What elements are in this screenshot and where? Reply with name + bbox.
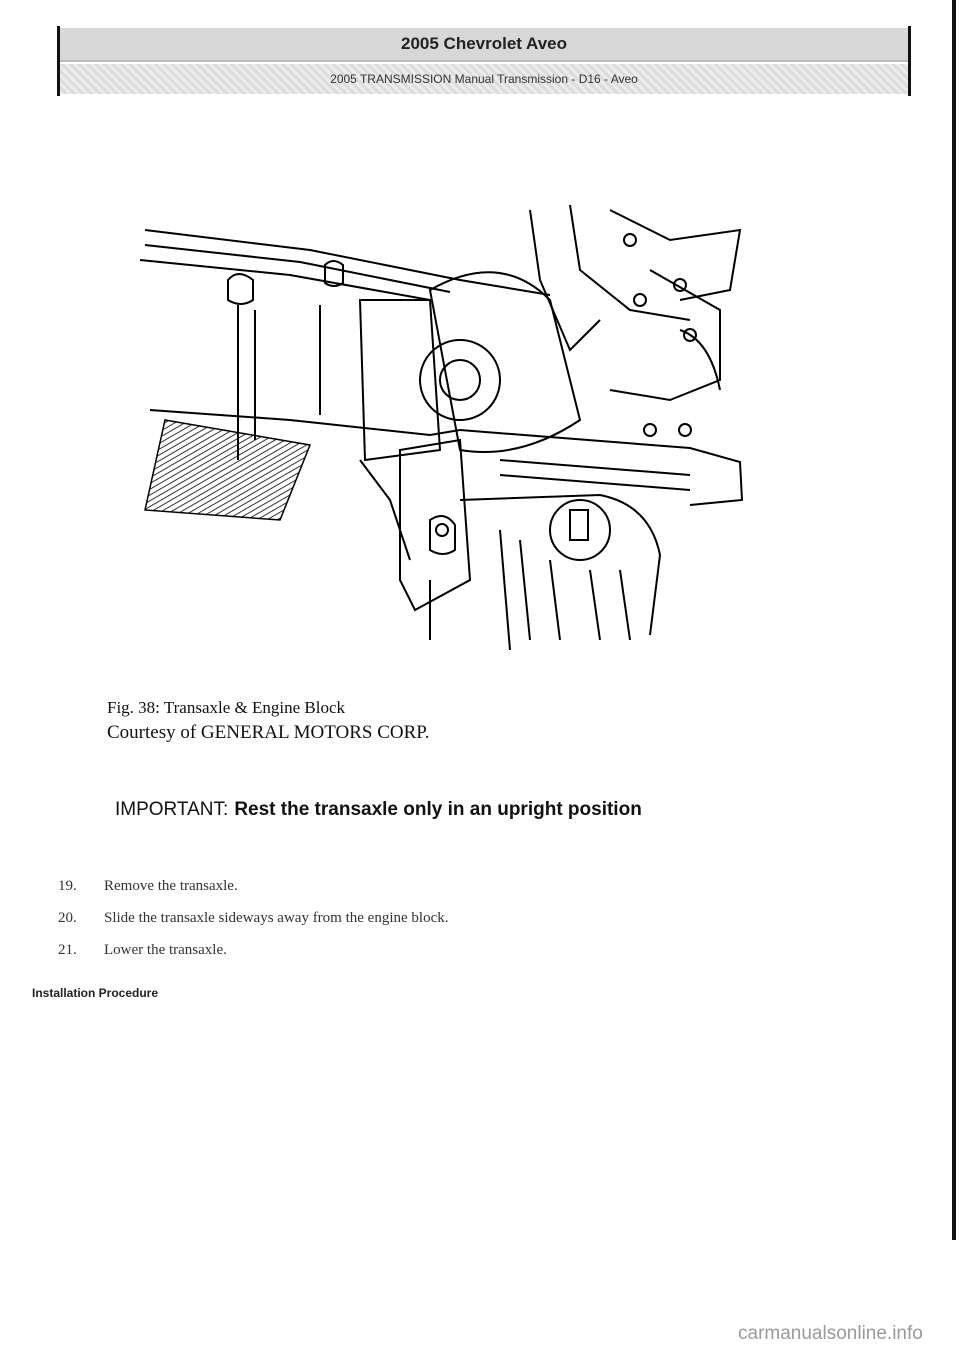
important-text: Rest the transaxle only in an upright position [234, 799, 642, 820]
important-label: IMPORTANT: [115, 799, 229, 820]
watermark: carmanualsonline.info [738, 1323, 923, 1344]
page-border [952, 0, 956, 1240]
step-text: Lower the transaxle. [104, 941, 227, 958]
important-note [115, 797, 715, 823]
list-item [58, 870, 448, 902]
section-heading: Installation Procedure [32, 986, 159, 1000]
transaxle-engine-block-illustration [130, 200, 770, 650]
step-number: 20. [58, 909, 77, 926]
document-title: 2005 Chevrolet Aveo [60, 28, 908, 62]
step-number: 21. [58, 941, 77, 958]
list-item [58, 902, 448, 934]
step-text: Remove the transaxle. [104, 877, 238, 894]
list-item [58, 934, 448, 966]
procedure-steps [58, 870, 448, 966]
document-header [57, 26, 911, 96]
step-number: 19. [58, 877, 77, 894]
document-subtitle: 2005 TRANSMISSION Manual Transmission - D16 - Aveo [60, 64, 908, 94]
figure-courtesy: Courtesy of GENERAL MOTORS CORP. [107, 722, 430, 743]
figure-caption: Fig. 38: Transaxle & Engine Block [107, 698, 345, 717]
figure-caption-block [107, 695, 430, 745]
step-text: Slide the transaxle sideways away from the engine block. [104, 909, 449, 926]
